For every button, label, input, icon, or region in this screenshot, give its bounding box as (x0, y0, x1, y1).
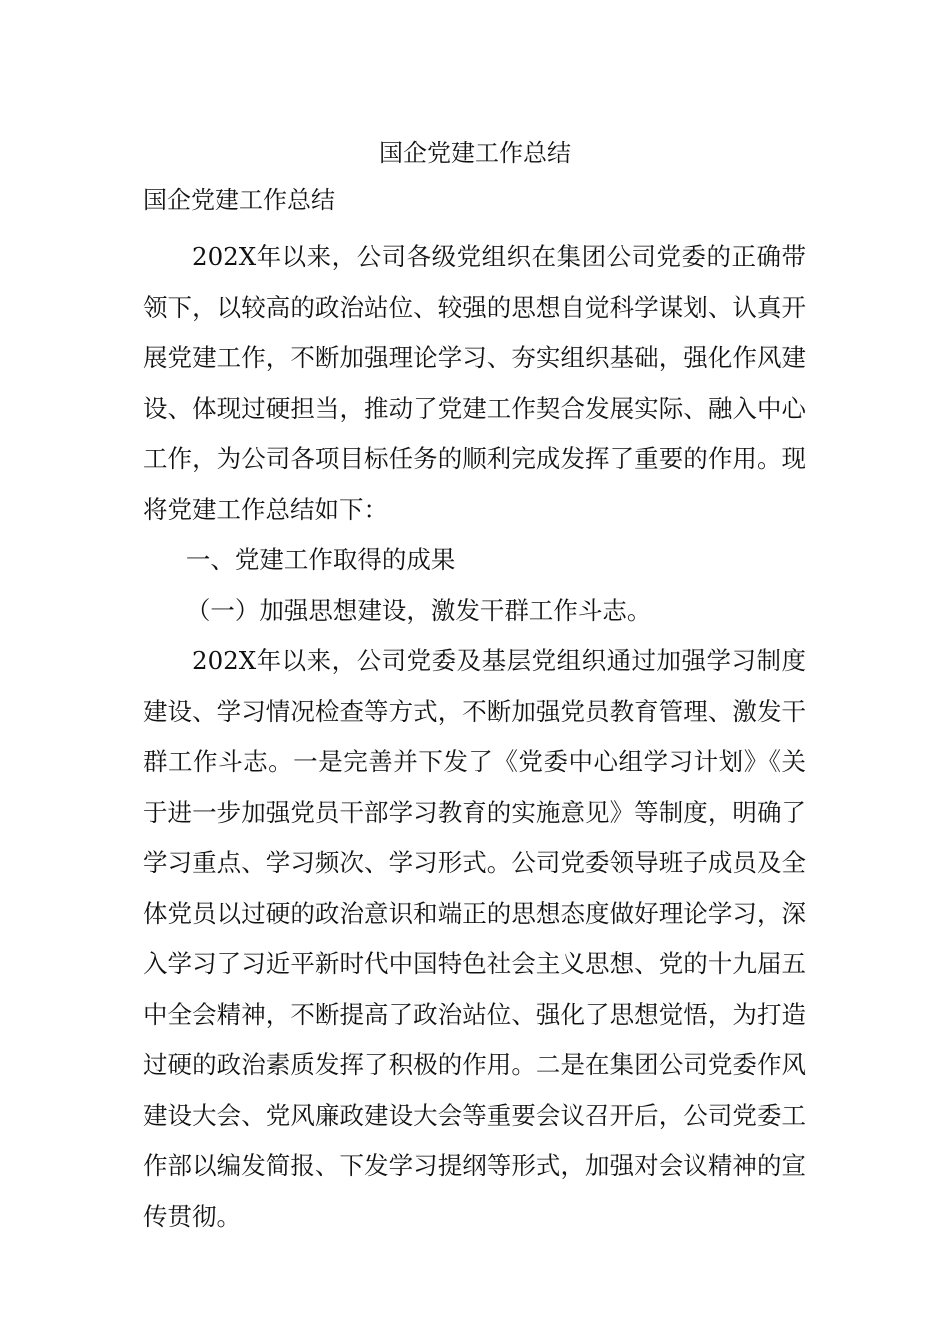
document-body (143, 232, 806, 1242)
section-heading-1: 一、党建工作取得的成果 (185, 545, 456, 574)
document-title: 国企党建工作总结 (379, 139, 571, 167)
paragraph-intro: 202X年以来，公司各级党组织在集团公司党委的正确带领下，以较高的政治站位、较强的思想自觉科学谋划、认真开展党建工作，不断加强理论学习、夯实组织基础，强化作风建设、体现过硬担当，推动了党建工作契合发展实际、融入中心工作，为公司各项目标任务的顺利完成发挥了重要的作用。现将党建工作总结如下： (143, 242, 806, 524)
document-subtitle: 国企党建工作总结 (143, 186, 335, 214)
subsection-heading-1: （一）加强思想建设，激发干群工作斗志。 (185, 595, 652, 625)
paragraph-body: 202X年以来，公司党委及基层党组织通过加强学习制度建设、学习情况检查等方式，不断加强党员教育管理、激发干群工作斗志。一是完善并下发了《党委中心组学习计划》《关于进一步加强党员干部学习教育的实施意见》等制度，明确了学习重点、学习频次、学习形式。公司党委领导班子成员及全体党员以过硬的政治意识和端正的思想态度做好理论学习，深入学习了习近平新时代中国特色社会主义思想、党的十九届五中全会精神，不断提高了政治站位、强化了思想觉悟，为打造过硬的政治素质发挥了积极的作用。二是在集团公司党委作风建设大会、党风廉政建设大会等重要会议召开后，公司党委工作部以编发简报、下发学习提纲等形式，加强对会议精神的宣传贯彻。 (143, 646, 806, 1231)
